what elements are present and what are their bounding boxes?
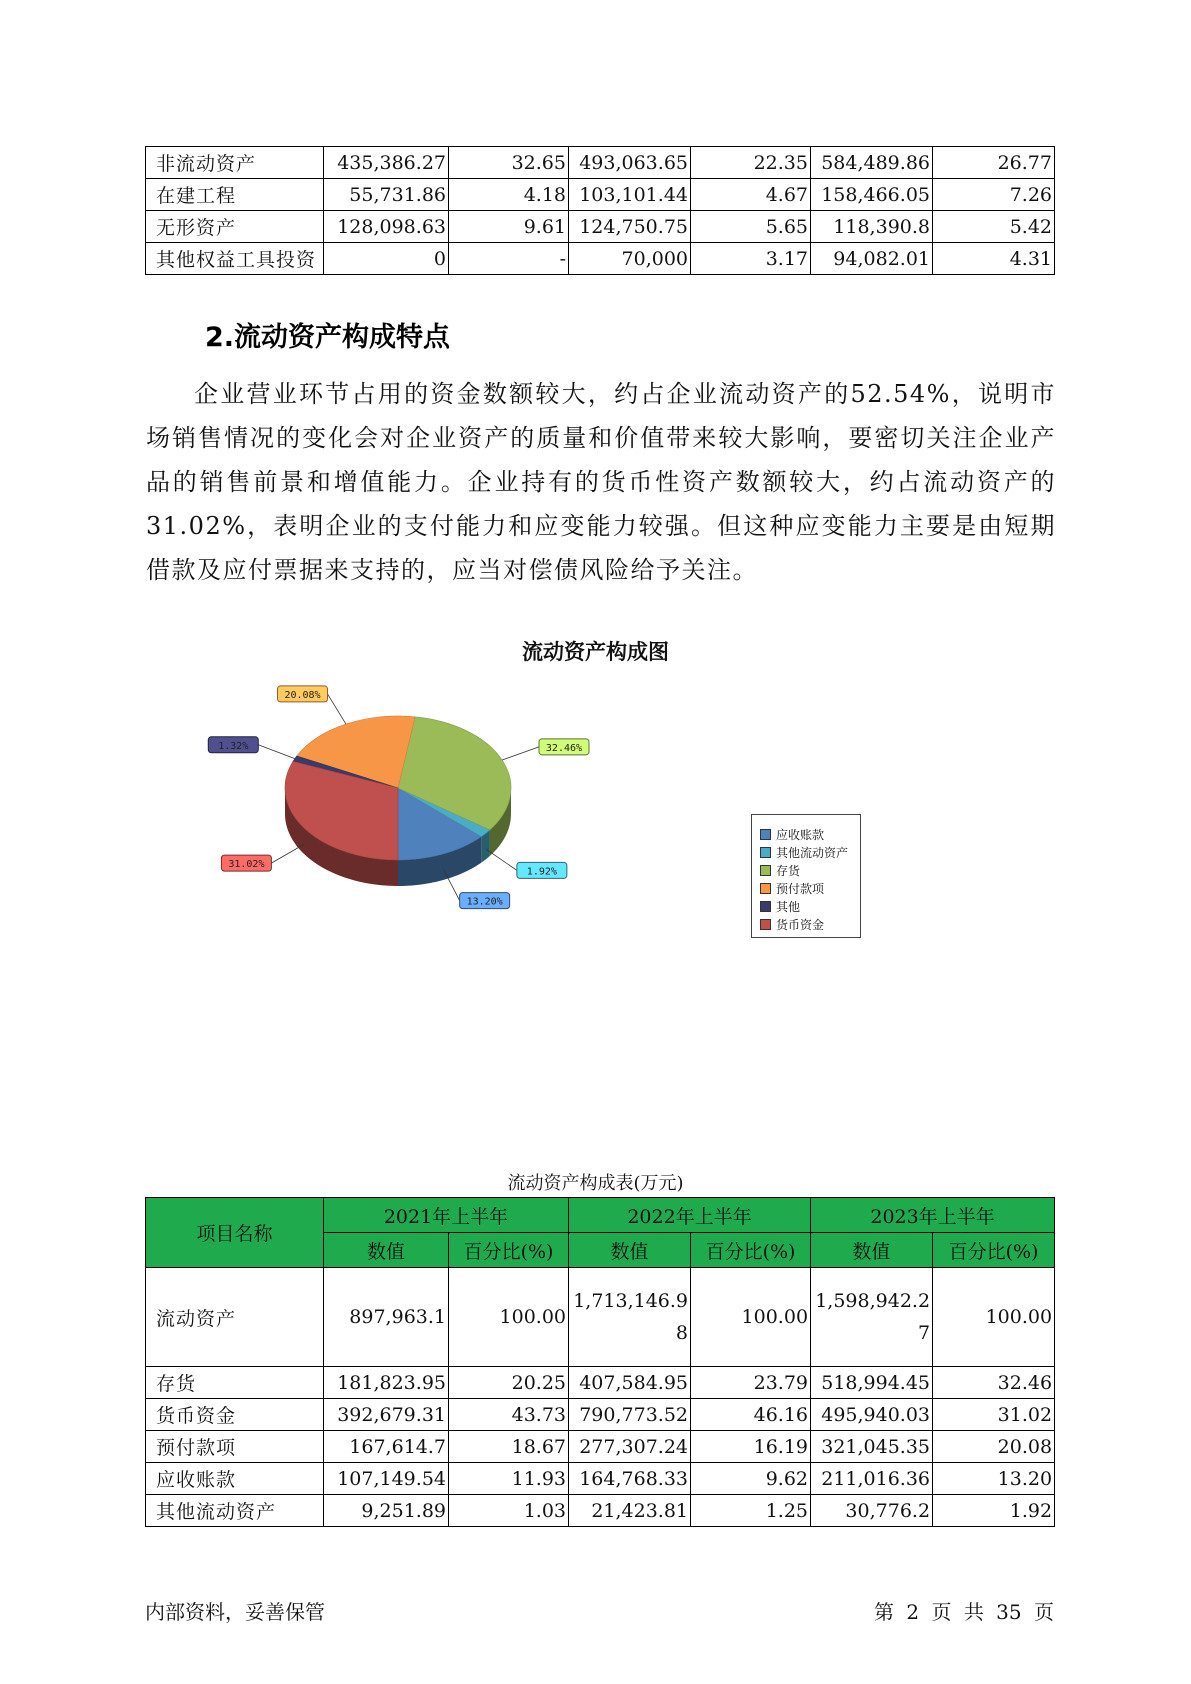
cell-2022-value: 790,773.52 [569, 1399, 691, 1431]
legend-swatch [760, 901, 771, 912]
cell-2021-pct: 32.65 [449, 147, 569, 179]
table-row [146, 1268, 1055, 1367]
cell-2021-value: 181,823.95 [324, 1367, 449, 1399]
table-row [146, 147, 1055, 179]
table-row [146, 1463, 1055, 1495]
legend-swatch [760, 847, 771, 858]
cell-2021-pct: 20.25 [449, 1367, 569, 1399]
header-pct: 百分比(%) [691, 1233, 811, 1268]
legend-label: 预付款项 [776, 881, 825, 896]
cell-2023-value: 30,776.2 [811, 1495, 933, 1527]
legend-label: 其他流动资产 [776, 845, 849, 860]
row-label: 流动资产 [146, 1268, 324, 1367]
cell-2023-pct: 7.26 [933, 179, 1055, 211]
cell-2021-pct: 11.93 [449, 1463, 569, 1495]
cell-2023-value: 158,466.05 [811, 179, 933, 211]
table-row [146, 1367, 1055, 1399]
pie-leader-line [502, 747, 539, 760]
legend-item [760, 897, 852, 915]
legend-item [760, 861, 852, 879]
cell-2023-value: 118,390.8 [811, 211, 933, 243]
row-label: 存货 [146, 1367, 324, 1399]
header-value: 数值 [811, 1233, 933, 1268]
chart-title: 流动资产构成图 [522, 640, 669, 664]
cell-2022-value: 407,584.95 [569, 1367, 691, 1399]
cell-2021-value: 0 [324, 243, 449, 275]
header-item-name: 项目名称 [146, 1198, 324, 1268]
row-label: 货币资金 [146, 1399, 324, 1431]
header-row [146, 1198, 1055, 1233]
cell-2022-pct: 46.16 [691, 1399, 811, 1431]
cell-2021-pct: 4.18 [449, 179, 569, 211]
table-caption: 流动资产构成表(万元) [507, 1173, 684, 1194]
header-pct: 百分比(%) [449, 1233, 569, 1268]
table-row [146, 179, 1055, 211]
pie-data-label: 20.08% [284, 689, 321, 701]
non-current-assets-table [145, 146, 1055, 275]
legend-item [760, 879, 852, 897]
cell-2021-pct: 18.67 [449, 1431, 569, 1463]
cell-2023-pct: 4.31 [933, 243, 1055, 275]
pie-data-label: 1.92% [526, 866, 557, 878]
row-label: 其他权益工具投资 [146, 243, 324, 275]
header-value: 数值 [569, 1233, 691, 1268]
cell-2023-value: 94,082.01 [811, 243, 933, 275]
header-year: 2022年上半年 [569, 1198, 811, 1233]
cell-2022-pct: 22.35 [691, 147, 811, 179]
cell-2023-value: 321,045.35 [811, 1431, 933, 1463]
cell-2021-value: 128,098.63 [324, 211, 449, 243]
row-label: 无形资产 [146, 211, 324, 243]
cell-2022-pct: 16.19 [691, 1431, 811, 1463]
table-row [146, 1399, 1055, 1431]
legend-label: 货币资金 [776, 917, 825, 932]
pie-data-label: 1.32% [218, 740, 249, 752]
legend-swatch [760, 883, 771, 894]
header-year: 2023年上半年 [811, 1198, 1055, 1233]
cell-2022-value: 277,307.24 [569, 1431, 691, 1463]
pie-chart [218, 689, 650, 940]
footer-confidential-note: 内部资料，妥善保管 [145, 1600, 325, 1624]
current-assets-table [145, 1197, 1055, 1527]
cell-2022-pct: 5.65 [691, 211, 811, 243]
legend-item [760, 915, 852, 933]
row-label: 应收账款 [146, 1463, 324, 1495]
legend-item [760, 825, 852, 843]
cell-2021-value: 392,679.31 [324, 1399, 449, 1431]
cell-2022-value: 21,423.81 [569, 1495, 691, 1527]
pie-leader-line [258, 745, 295, 759]
legend-swatch [760, 919, 771, 930]
cell-2023-pct: 13.20 [933, 1463, 1055, 1495]
legend-label: 其他 [776, 899, 801, 914]
legend-swatch [760, 829, 771, 840]
legend-label: 存货 [776, 863, 801, 878]
cell-2022-value: 164,768.33 [569, 1463, 691, 1495]
cell-2023-pct: 26.77 [933, 147, 1055, 179]
cell-2022-pct: 3.17 [691, 243, 811, 275]
cell-2023-pct: 1.92 [933, 1495, 1055, 1527]
pie-leader-line [271, 844, 304, 863]
cell-2023-value: 1,598,942.27 [811, 1268, 933, 1367]
chart-legend [751, 814, 861, 938]
table-row [146, 211, 1055, 243]
cell-2021-value: 435,386.27 [324, 147, 449, 179]
cell-2021-pct: 43.73 [449, 1399, 569, 1431]
row-label: 在建工程 [146, 179, 324, 211]
pie-data-label: 31.02% [228, 859, 265, 871]
footer-page-number: 第 2 页 共 35 页 [874, 1600, 1054, 1624]
cell-2023-value: 584,489.86 [811, 147, 933, 179]
cell-2022-pct: 23.79 [691, 1367, 811, 1399]
table-row [146, 243, 1055, 275]
cell-2023-pct: 5.42 [933, 211, 1055, 243]
row-label: 非流动资产 [146, 147, 324, 179]
pie-data-label: 13.20% [466, 896, 503, 908]
cell-2022-pct: 100.00 [691, 1268, 811, 1367]
header-pct: 百分比(%) [933, 1233, 1055, 1268]
legend-item [760, 843, 852, 861]
cell-2023-value: 495,940.03 [811, 1399, 933, 1431]
cell-2023-pct: 100.00 [933, 1268, 1055, 1367]
cell-2021-value: 9,251.89 [324, 1495, 449, 1527]
pie-leader-line [486, 849, 517, 870]
pie-data-label: 32.46% [545, 742, 583, 754]
cell-2022-pct: 4.67 [691, 179, 811, 211]
cell-2021-value: 897,963.1 [324, 1268, 449, 1367]
legend-label: 应收账款 [776, 827, 825, 842]
legend-swatch [760, 865, 771, 876]
cell-2021-value: 167,614.7 [324, 1431, 449, 1463]
cell-2023-pct: 31.02 [933, 1399, 1055, 1431]
cell-2022-pct: 9.62 [691, 1463, 811, 1495]
cell-2022-value: 103,101.44 [569, 179, 691, 211]
body-paragraph: 企业营业环节占用的资金数额较大，约占企业流动资产的52.54%，说明市场销售情况的变化会对企业资产的质量和价值带来较大影响，要密切关注企业产品的销售前景和增值能力。企业持有的货币性资产数额较大，约占流动资产的31.02%，表明企业的支付能力和应变能力较强。但这种应变能力主要是由短期借款及应付票据来支持的，应当对偿债风险给予关注。 [146, 380, 1056, 584]
cell-2022-value: 70,000 [569, 243, 691, 275]
pie-slices-layer [285, 716, 511, 886]
header-year: 2021年上半年 [324, 1198, 569, 1233]
cell-2021-value: 107,149.54 [324, 1463, 449, 1495]
cell-2022-value: 1,713,146.98 [569, 1268, 691, 1367]
section-heading: 2.流动资产构成特点 [205, 322, 451, 353]
table-row [146, 1431, 1055, 1463]
cell-2023-pct: 20.08 [933, 1431, 1055, 1463]
row-label: 其他流动资产 [146, 1495, 324, 1527]
cell-2021-pct: 1.03 [449, 1495, 569, 1527]
cell-2022-pct: 1.25 [691, 1495, 811, 1527]
cell-2022-value: 493,063.65 [569, 147, 691, 179]
cell-2023-pct: 32.46 [933, 1367, 1055, 1399]
pie-leader-line [328, 694, 346, 724]
cell-2022-value: 124,750.75 [569, 211, 691, 243]
cell-2021-pct: 100.00 [449, 1268, 569, 1367]
cell-2023-value: 211,016.36 [811, 1463, 933, 1495]
header-value: 数值 [324, 1233, 449, 1268]
cell-2021-value: 55,731.86 [324, 179, 449, 211]
row-label: 预付款项 [146, 1431, 324, 1463]
cell-2021-pct: 9.61 [449, 211, 569, 243]
cell-2023-value: 518,994.45 [811, 1367, 933, 1399]
cell-2021-pct: - [449, 243, 569, 275]
table-row [146, 1495, 1055, 1527]
